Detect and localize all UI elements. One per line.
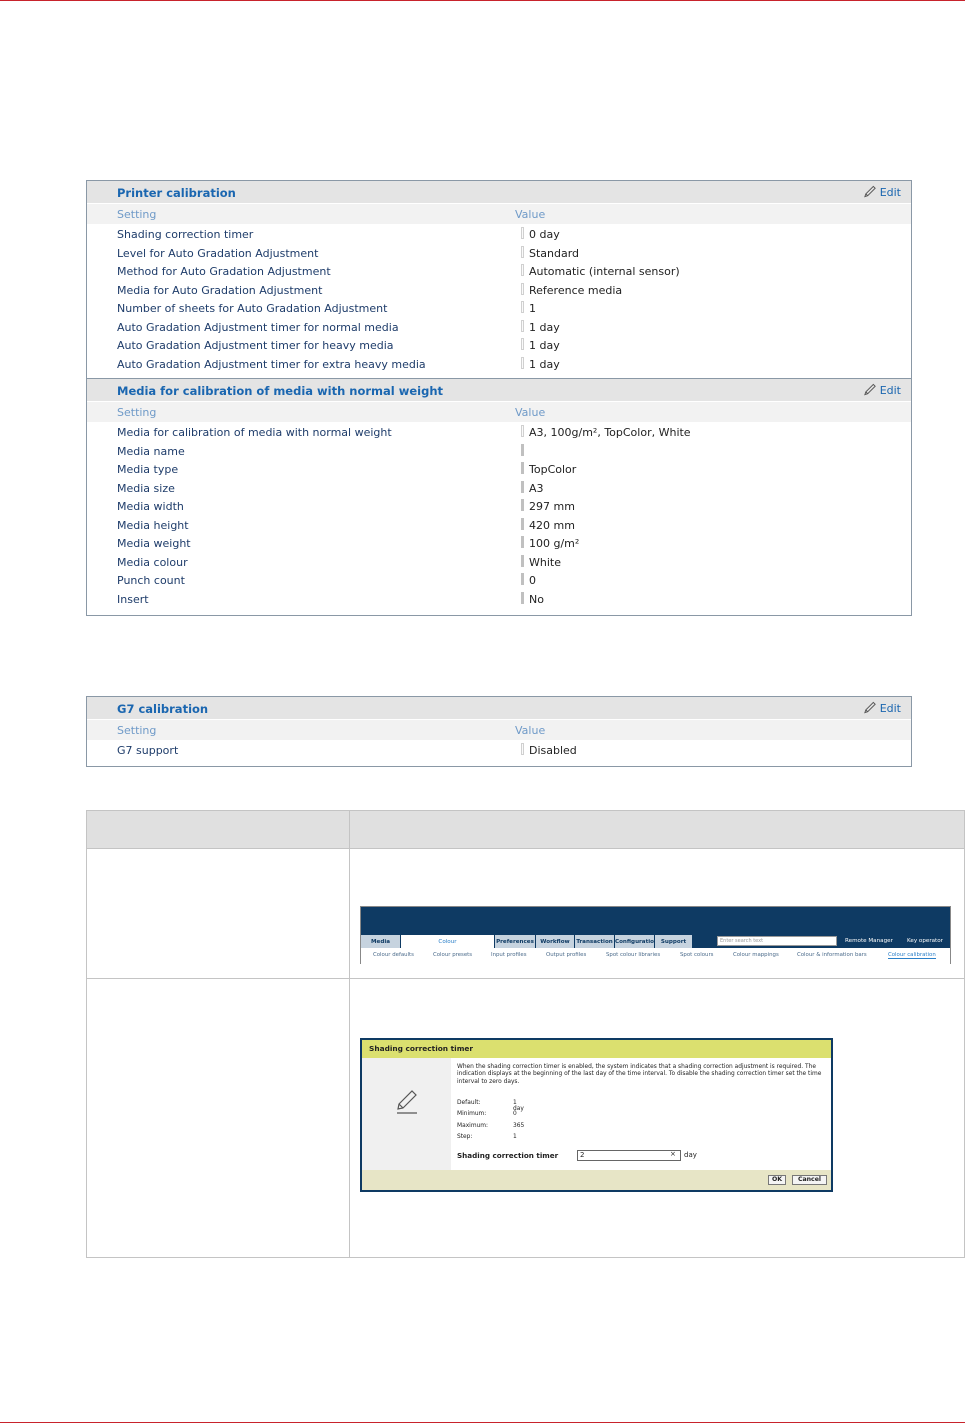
maximum-value: 365 <box>513 1123 525 1129</box>
edit-button[interactable] <box>863 383 901 397</box>
setting-label: Auto Gradation Adjustment timer for normal media <box>117 320 399 334</box>
table-row <box>87 282 911 301</box>
table-row <box>87 480 911 499</box>
value-marker <box>521 536 524 548</box>
setting-label: Insert <box>117 592 149 606</box>
settings-list <box>87 422 911 615</box>
table-row <box>87 337 911 356</box>
setting-value: Automatic (internal sensor) <box>529 265 680 278</box>
setting-label: Media width <box>117 500 184 513</box>
search-input[interactable]: Enter search text <box>717 936 837 946</box>
table-row <box>87 263 911 282</box>
setting-label: Media type <box>117 463 179 476</box>
panel-title: Media for calibration of media with normal weight <box>117 384 444 398</box>
setting-label: G7 support <box>117 744 179 757</box>
dialog-icon-area <box>362 1058 451 1170</box>
setting-label: Media weight <box>117 537 191 550</box>
setting-label: Media for calibration of media with normal weight <box>117 426 392 439</box>
setting-label: Auto Gradation Adjustment timer for extra heavy media <box>117 357 426 371</box>
value-column-header: Value <box>515 724 546 737</box>
value-marker <box>521 264 524 276</box>
table-row <box>87 554 911 573</box>
subtab-spot-colour-libraries[interactable]: Spot colour libraries <box>606 952 661 958</box>
subtab-spot-colours[interactable]: Spot colours <box>680 952 714 958</box>
timer-unit: day <box>684 1151 697 1159</box>
setting-value: No <box>529 592 544 606</box>
sub-tabs <box>361 948 950 964</box>
step-label: Step: <box>457 1134 473 1140</box>
setting-value: Reference media <box>529 283 623 297</box>
panel-header <box>87 697 911 720</box>
value-marker <box>521 246 524 258</box>
setting-label: Media colour <box>117 555 188 569</box>
g7-calibration-panel <box>86 696 912 767</box>
value-marker <box>521 425 524 437</box>
table-row <box>87 443 911 462</box>
setting-label: Method for Auto Gradation Adjustment <box>117 265 331 278</box>
panel-header <box>87 181 911 204</box>
subtab-colour-defaults[interactable]: Colour defaults <box>373 952 414 958</box>
pencil-icon <box>863 701 878 715</box>
panel-title: G7 calibration <box>117 702 209 716</box>
value-marker <box>521 357 524 369</box>
setting-value: A3 <box>529 481 544 495</box>
value-marker <box>521 227 524 239</box>
default-value: 1 day <box>513 1100 524 1112</box>
subtab-colour-information-bars[interactable]: Colour & information bars <box>797 952 867 958</box>
cancel-button[interactable]: Cancel <box>792 1175 827 1185</box>
value-marker <box>521 555 524 567</box>
table-cell <box>87 979 350 1258</box>
table-header-row <box>87 811 965 849</box>
tab-preferences[interactable]: Preferences <box>495 935 536 948</box>
setting-value: 0 day <box>529 228 560 241</box>
value-marker <box>521 283 524 295</box>
setting-label: Media name <box>117 444 185 458</box>
tab-media[interactable]: Media <box>361 935 401 948</box>
setting-label: Auto Gradation Adjustment timer for heavy media <box>117 339 394 352</box>
setting-value: A3, 100g/m², TopColor, White <box>529 426 691 439</box>
pencil-icon <box>395 1089 419 1115</box>
setting-value: 1 day <box>529 320 560 334</box>
table-row <box>87 300 911 319</box>
table-row <box>87 517 911 536</box>
table-row <box>87 461 911 480</box>
edit-label: Edit <box>879 185 901 199</box>
subtab-output-profiles[interactable]: Output profiles <box>546 952 587 958</box>
settings-list <box>87 224 911 378</box>
value-marker <box>521 743 524 755</box>
setting-column-header: Setting <box>117 406 157 419</box>
table-row <box>87 226 911 245</box>
tab-transaction[interactable]: Transaction <box>575 935 615 948</box>
dialog-description: When the shading correction timer is enabled, the system indicates that a shading correction adjustment is required. The indication displays at the beginning of the last day of the time interval. To disable the shading correction timer set the time interval to zero days. <box>457 1064 822 1085</box>
clear-icon[interactable]: × <box>670 1150 676 1158</box>
value-marker <box>521 301 524 313</box>
table-header-cell <box>350 811 965 849</box>
table-row <box>87 742 911 761</box>
table-row <box>87 498 911 517</box>
value-marker <box>521 518 524 530</box>
edit-label: Edit <box>879 383 901 397</box>
setting-label: Shading correction timer <box>117 228 254 241</box>
table-row <box>87 591 911 610</box>
default-label: Default: <box>457 1100 481 1106</box>
dialog-footer <box>362 1170 831 1190</box>
setting-value: 100 g/m² <box>529 537 580 550</box>
setting-value: Standard <box>529 246 580 260</box>
value-column-header: Value <box>515 406 546 419</box>
table-row <box>87 356 911 375</box>
value-marker <box>521 592 524 604</box>
setting-label: Media for Auto Gradation Adjustment <box>117 283 323 297</box>
remote-manager-link[interactable]: Remote Manager <box>845 938 893 944</box>
column-header <box>87 204 911 224</box>
setting-label: Punch count <box>117 574 185 587</box>
setting-value: TopColor <box>529 463 577 476</box>
setting-value: 1 day <box>529 339 560 352</box>
table-header-cell <box>87 811 350 849</box>
edit-button[interactable] <box>863 701 901 715</box>
bottom-rule <box>0 1422 965 1423</box>
setting-value: White <box>529 555 561 569</box>
setting-value: 420 mm <box>529 518 575 532</box>
table-row <box>87 245 911 264</box>
minimum-label: Minimum: <box>457 1111 487 1117</box>
value-marker <box>521 462 524 474</box>
value-marker <box>521 573 524 585</box>
pencil-icon <box>863 383 878 397</box>
setting-value: 1 day <box>529 357 560 371</box>
panel-title: Printer calibration <box>117 186 236 200</box>
setting-value: 0 <box>529 574 536 587</box>
timer-input[interactable]: 2 <box>577 1150 681 1161</box>
setting-label: Number of sheets for Auto Gradation Adjustment <box>117 302 388 315</box>
navigation-screenshot <box>360 906 951 964</box>
setting-column-header: Setting <box>117 724 157 737</box>
table-cell <box>87 849 350 979</box>
subtab-colour-presets[interactable]: Colour presets <box>433 952 473 958</box>
shading-timer-dialog-screenshot <box>360 1038 833 1192</box>
setting-label: Level for Auto Gradation Adjustment <box>117 246 319 260</box>
top-rule <box>0 0 965 1</box>
setting-value: Disabled <box>529 744 577 757</box>
subtab-colour-mappings[interactable]: Colour mappings <box>733 952 779 958</box>
table-row <box>87 535 911 554</box>
column-header <box>87 720 911 740</box>
edit-button[interactable] <box>863 185 901 199</box>
subtab-colour-calibration[interactable]: Colour calibration <box>888 952 936 958</box>
value-marker <box>521 499 524 511</box>
setting-column-header: Setting <box>117 208 157 221</box>
maximum-label: Maximum: <box>457 1123 489 1129</box>
ok-button[interactable]: OK <box>768 1175 786 1185</box>
column-header <box>87 402 911 422</box>
tab-support[interactable]: Support <box>655 935 693 948</box>
setting-label: Media height <box>117 518 189 532</box>
minimum-value: 0 <box>513 1111 517 1117</box>
step-value: 1 <box>513 1134 517 1140</box>
value-marker <box>521 320 524 332</box>
key-operator-link[interactable]: Key operator <box>907 938 943 944</box>
printer-calibration-panel <box>86 180 912 616</box>
value-column-header: Value <box>515 208 546 221</box>
setting-value: 297 mm <box>529 500 575 513</box>
pencil-icon <box>863 185 878 199</box>
setting-label: Media size <box>117 481 175 495</box>
tab-workflow[interactable]: Workflow <box>536 935 575 948</box>
setting-value: 1 <box>529 302 536 315</box>
dialog-title: Shading correction timer <box>362 1040 831 1058</box>
tab-colour[interactable]: Colour <box>401 935 495 948</box>
timer-field-label: Shading correction timer <box>457 1151 559 1160</box>
table-row <box>87 572 911 591</box>
value-marker <box>521 481 524 493</box>
table-row <box>87 319 911 338</box>
subtab-input-profiles[interactable]: Input profiles <box>491 952 527 958</box>
table-row <box>87 424 911 443</box>
panel-header <box>87 379 911 402</box>
value-marker <box>521 338 524 350</box>
tab-configuration[interactable]: Configuratio <box>615 935 655 948</box>
value-marker <box>521 444 524 456</box>
settings-list <box>87 740 911 766</box>
edit-label: Edit <box>879 701 901 715</box>
